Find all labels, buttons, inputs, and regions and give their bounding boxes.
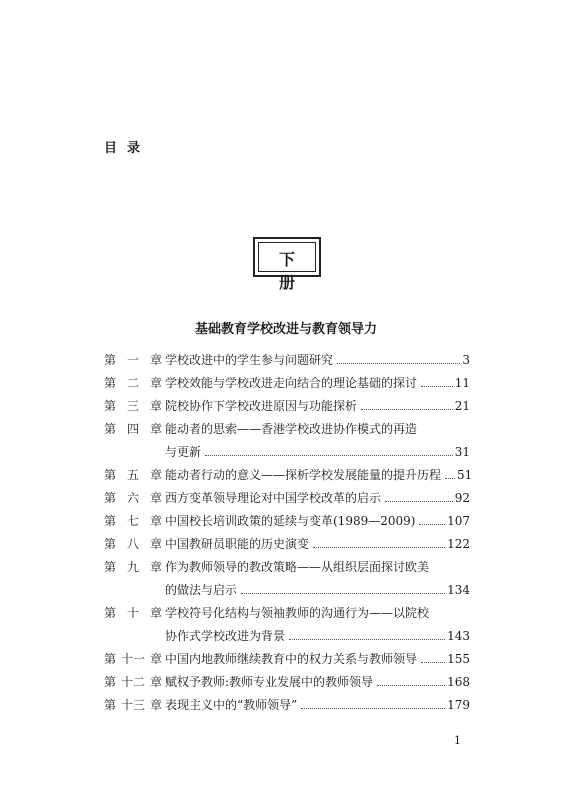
chapter-page: 134 bbox=[447, 583, 470, 597]
chapter-number-part: 章 bbox=[149, 652, 162, 666]
chapter-title: 学校效能与学校改进走向结合的理论基础的探讨 bbox=[165, 376, 418, 390]
chapter-number-part: 九 bbox=[126, 560, 139, 574]
chapter-number-part: 第 bbox=[104, 376, 117, 390]
chapter-number-part: 第 bbox=[104, 468, 117, 482]
chapter-number-part: 第 bbox=[104, 560, 117, 574]
toc-entry[interactable] bbox=[104, 671, 470, 694]
chapter-number-part: 十 bbox=[126, 606, 139, 620]
dot-leader bbox=[377, 685, 445, 686]
chapter-title: 能动者行动的意义——探析学校发展能量的提升历程 bbox=[165, 468, 442, 482]
chapter-number-part: 章 bbox=[149, 698, 162, 712]
chapter-number-part: 第 bbox=[104, 698, 117, 712]
chapter-title: 协作式学校改进为背景 bbox=[165, 629, 286, 643]
chapter-number bbox=[104, 648, 162, 671]
chapter-title: 能动者的思索——香港学校改进协作模式的再造 bbox=[165, 422, 418, 436]
chapter-number-part: 第 bbox=[104, 422, 117, 436]
toc-entry[interactable] bbox=[104, 464, 473, 487]
table-of-contents bbox=[104, 349, 473, 717]
chapter-number-part: 第 bbox=[104, 399, 117, 413]
chapter-number-part: 章 bbox=[149, 537, 162, 551]
chapter-number-part: 四 bbox=[126, 422, 139, 436]
dot-leader bbox=[301, 708, 445, 709]
chapter-number-part: 第 bbox=[104, 652, 117, 666]
chapter-title: 中国校长培训政策的延续与变革(1989—2009) bbox=[165, 514, 416, 528]
dot-leader bbox=[385, 501, 453, 502]
chapter-page: 11 bbox=[454, 376, 470, 390]
dot-leader bbox=[421, 662, 445, 663]
chapter-number bbox=[104, 464, 162, 487]
chapter-number-part: 章 bbox=[149, 560, 162, 574]
chapter-number bbox=[104, 510, 162, 533]
volume-label-box bbox=[253, 237, 321, 292]
toc-entry[interactable] bbox=[104, 418, 470, 464]
toc-entry[interactable] bbox=[104, 372, 470, 395]
chapter-number-part: 十三 bbox=[120, 698, 145, 712]
chapter-page: 155 bbox=[447, 652, 470, 666]
chapter-number-part: 十一 bbox=[120, 652, 145, 666]
part-title: 基础教育学校改进与教育领导力 bbox=[194, 322, 377, 337]
toc-entry[interactable] bbox=[104, 487, 470, 510]
chapter-number-part: 第 bbox=[104, 537, 117, 551]
chapter-number-part: 章 bbox=[149, 491, 162, 505]
chapter-number bbox=[104, 487, 162, 510]
chapter-number-part: 第 bbox=[104, 353, 117, 367]
toc-entry[interactable] bbox=[104, 602, 470, 648]
toc-entry[interactable] bbox=[104, 556, 470, 602]
chapter-number-part: 章 bbox=[149, 675, 162, 689]
chapter-number-part: 六 bbox=[126, 491, 139, 505]
chapter-number-part: 章 bbox=[149, 468, 162, 482]
chapter-number-part: 章 bbox=[149, 514, 162, 528]
chapter-title: 学校符号化结构与领袖教师的沟通行为——以院校 bbox=[165, 606, 430, 620]
chapter-number-part: 章 bbox=[149, 353, 162, 367]
chapter-page: 21 bbox=[454, 399, 470, 413]
chapter-page: 143 bbox=[447, 629, 470, 643]
chapter-page: 51 bbox=[457, 468, 473, 482]
chapter-number-part: 章 bbox=[149, 376, 162, 390]
chapter-title: 院校协作下学校改进原因与功能探析 bbox=[165, 399, 358, 413]
chapter-title: 中国内地教师继续教育中的权力关系与教师领导 bbox=[165, 652, 418, 666]
chapter-page: 31 bbox=[454, 445, 470, 459]
chapter-number-part: 第 bbox=[104, 514, 117, 528]
chapter-number-part: 二 bbox=[126, 376, 139, 390]
toc-entry[interactable] bbox=[104, 349, 470, 372]
chapter-number-part: 第 bbox=[104, 606, 117, 620]
dot-leader bbox=[421, 386, 453, 387]
chapter-number-part: 五 bbox=[126, 468, 139, 482]
dot-leader bbox=[337, 363, 460, 364]
dot-leader bbox=[361, 409, 453, 410]
toc-entry[interactable] bbox=[104, 395, 470, 418]
dot-leader bbox=[205, 455, 453, 456]
dot-leader bbox=[445, 478, 455, 479]
toc-entry[interactable] bbox=[104, 510, 470, 533]
chapter-number-part: 三 bbox=[126, 399, 139, 413]
chapter-page: 3 bbox=[462, 353, 470, 367]
dot-leader bbox=[241, 593, 445, 594]
toc-entry[interactable] bbox=[104, 533, 470, 556]
chapter-number bbox=[104, 418, 162, 441]
volume-label: 下册 bbox=[278, 250, 307, 292]
chapter-number-part: 章 bbox=[149, 422, 162, 436]
chapter-number-part: 一 bbox=[126, 353, 139, 367]
toc-entry[interactable] bbox=[104, 648, 470, 671]
chapter-title: 表现主义中的“教师领导” bbox=[165, 698, 298, 712]
dot-leader bbox=[419, 524, 445, 525]
chapter-page: 168 bbox=[447, 675, 470, 689]
chapter-number bbox=[104, 694, 162, 717]
chapter-number bbox=[104, 671, 162, 694]
chapter-title: 学校改进中的学生参与问题研究 bbox=[165, 353, 334, 367]
chapter-page: 92 bbox=[454, 491, 470, 505]
dot-leader bbox=[313, 547, 445, 548]
toc-entry[interactable] bbox=[104, 694, 470, 717]
chapter-page: 122 bbox=[447, 537, 470, 551]
chapter-title: 中国教研员职能的历史演变 bbox=[165, 537, 310, 551]
chapter-number bbox=[104, 372, 162, 395]
dot-leader bbox=[289, 639, 445, 640]
chapter-number bbox=[104, 395, 162, 418]
chapter-number-part: 八 bbox=[126, 537, 139, 551]
chapter-title: 赋权予教师:教师专业发展中的教师领导 bbox=[165, 675, 374, 689]
chapter-number-part: 七 bbox=[126, 514, 139, 528]
chapter-number-part: 第 bbox=[104, 491, 117, 505]
chapter-title: 西方变革领导理论对中国学校改革的启示 bbox=[165, 491, 382, 505]
chapter-number-part: 第 bbox=[104, 675, 117, 689]
chapter-number bbox=[104, 533, 162, 556]
chapter-title: 作为教师领导的教改策略——从组织层面探讨欧美 bbox=[165, 560, 430, 574]
chapter-title: 的做法与启示 bbox=[165, 583, 238, 597]
chapter-title: 与更新 bbox=[165, 445, 202, 459]
chapter-page: 107 bbox=[447, 514, 470, 528]
chapter-number-part: 十二 bbox=[120, 675, 145, 689]
toc-heading: 目录 bbox=[104, 141, 151, 156]
page-number: 1 bbox=[454, 734, 461, 747]
chapter-number-part: 章 bbox=[149, 606, 162, 620]
chapter-number bbox=[104, 349, 162, 372]
chapter-number bbox=[104, 556, 162, 579]
chapter-number-part: 章 bbox=[149, 399, 162, 413]
chapter-page: 179 bbox=[447, 698, 470, 712]
chapter-number bbox=[104, 602, 162, 625]
